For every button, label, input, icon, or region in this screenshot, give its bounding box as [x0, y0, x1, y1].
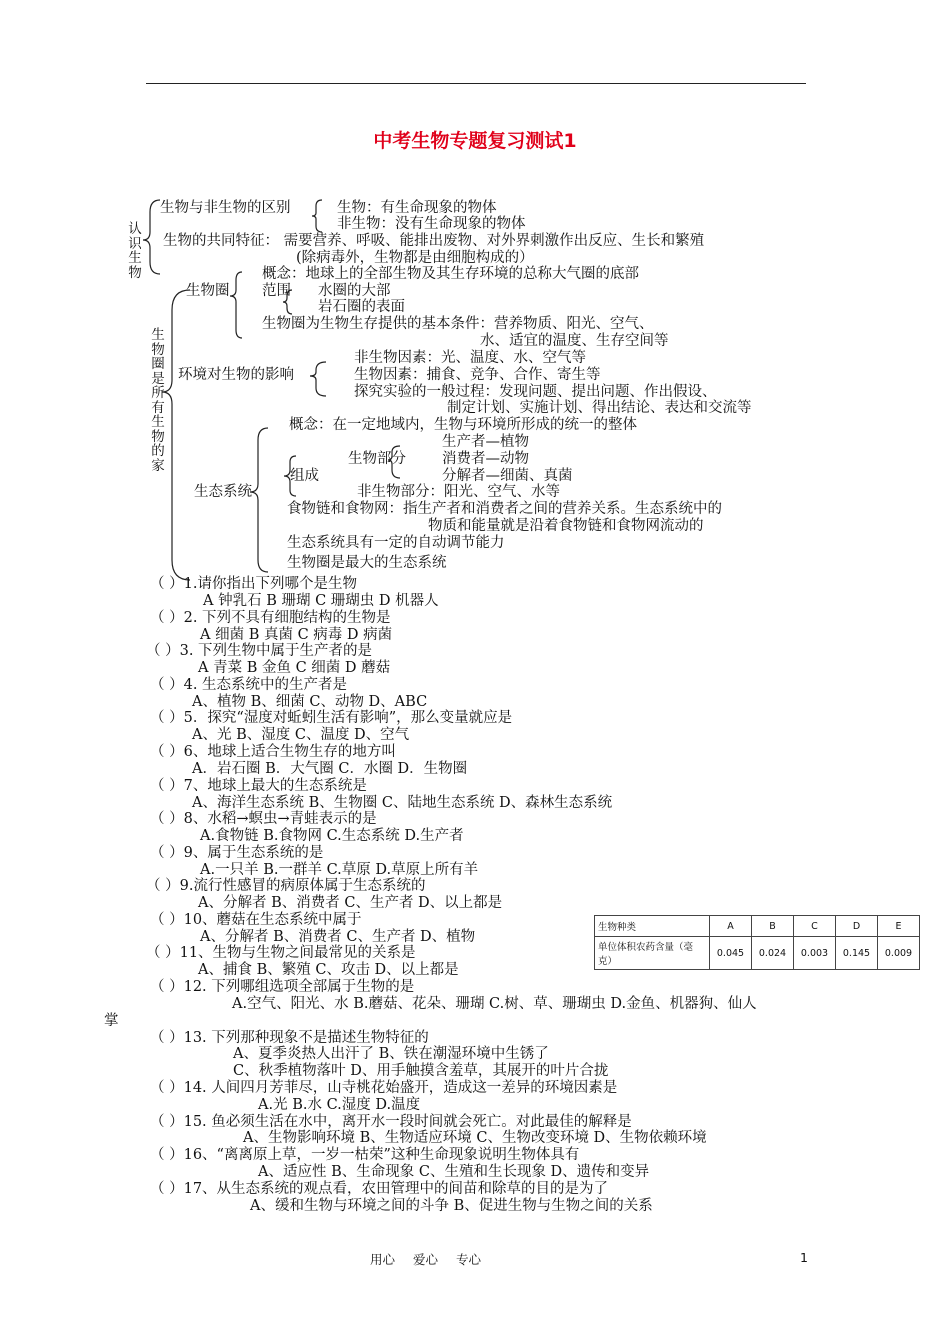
outline-line: 制定计划、实施计划、得出结论、表达和交流等 [447, 400, 752, 416]
question-stem: （ ）1.请你指出下列哪个是生物 [150, 576, 357, 592]
outline-line: 生态系统 [194, 484, 252, 500]
question-options: A、光 B、湿度 C、温度 D、空气 [192, 727, 410, 743]
question-options: A.食物链 B.食物网 C.生态系统 D.生产者 [200, 828, 464, 844]
table-header-row [595, 916, 920, 937]
question-options: A.一只羊 B.一群羊 C.草原 D.草原上所有羊 [200, 862, 479, 878]
question-stem: （ ）8、水稻→螟虫→青蛙表示的是 [150, 811, 377, 827]
question-options: A.空气、阳光、水 B.蘑菇、花朵、珊瑚 C.树、草、珊瑚虫 D.金鱼、机器狗、仙人 [232, 996, 757, 1012]
question-stem: （ ）4. 生态系统中的生产者是 [150, 677, 348, 693]
table-cell: 0.003 [794, 937, 836, 970]
question-stem: （ ）6、地球上适合生物生存的地方叫 [150, 744, 396, 760]
page-number: 1 [800, 1250, 808, 1265]
outline-line: 岩石圈的表面 [318, 299, 405, 315]
question-stem: （ ）17、从生态系统的观点看，农田管理中的间苗和除草的目的是为了 [150, 1181, 609, 1197]
question-options: A、植物 B、细菌 C、动物 D、ABC [192, 694, 428, 710]
question-options: A 青菜 B 金鱼 C 细菌 D 蘑菇 [198, 660, 391, 676]
table-header-cell: A [710, 916, 752, 937]
table-cell: 0.024 [752, 937, 794, 970]
table-cell: 0.045 [710, 937, 752, 970]
question-options: A、生物影响环境 B、生物适应环境 C、生物改变环境 D、生物依赖环境 [243, 1130, 707, 1146]
table-row-label: 单位体积农药含量（毫克） [595, 937, 710, 970]
outline-line: 生物：有生命现象的物体 [337, 200, 497, 216]
question-stem: （ ）5．探究“湿度对蚯蚓生活有影响”，那么变量就应是 [150, 710, 513, 726]
brace-biosphere-home [162, 290, 190, 580]
outline-line: 生物与非生物的区别 [160, 200, 291, 216]
outline-line: 分解者—细菌、真菌 [442, 468, 573, 484]
table-header-cell: D [836, 916, 878, 937]
page-title: 中考生物专题复习测试1 [373, 130, 577, 152]
outline-line: 概念：在一定地域内，生物与环境所形成的统一的整体 [289, 417, 637, 433]
outline-line: 生物圈是最大的生态系统 [287, 555, 447, 571]
table-cell: 0.145 [836, 937, 878, 970]
question-stem: （ ）15. 鱼必须生活在水中，离开水一段时间就会死亡。对此最佳的解释是 [150, 1114, 632, 1130]
outline-line: 探究实验的一般过程：发现问题、提出问题、作出假设、 [354, 384, 717, 400]
table-cell: 0.009 [878, 937, 920, 970]
outline-line: 生物的共同特征： 需要营养、呼吸、能排出废物、对外界刺激作出反应、生长和繁殖 [163, 233, 705, 249]
question-options: C、秋季植物落叶 D、用手触摸含羞草，其展开的叶片合拢 [233, 1063, 609, 1079]
question-stem: （ ）10、蘑菇在生态系统中属于 [150, 912, 362, 928]
question-options: A 细菌 B 真菌 C 病毒 D 病菌 [200, 627, 393, 643]
outline-line: 消费者—动物 [442, 451, 529, 467]
outline-line: 生产者—植物 [442, 434, 529, 450]
question-continuation: 掌 [104, 1013, 119, 1029]
outline-line: 范围 [262, 283, 291, 299]
question-stem: （ ）14. 人间四月芳菲尽，山寺桃花始盛开，造成这一差异的环境因素是 [150, 1080, 618, 1096]
brace-environment [310, 362, 326, 396]
outline-line: (除病毒外，生物都是由细胞构成的） [296, 250, 534, 266]
question-stem: （ ）16、“离离原上草，一岁一枯荣”这种生命现象说明生物体具有 [150, 1147, 580, 1163]
table-header-cell: 生物种类 [595, 916, 710, 937]
outline-line: 生物圈 [186, 283, 230, 299]
question-options: A、缓和生物与环境之间的斗争 B、促进生物与生物之间的关系 [250, 1198, 653, 1214]
outline-line: 食物链和食物网：指生产者和消费者之间的营养关系。生态系统中的 [287, 501, 722, 517]
outline-line: 生物部分 [348, 451, 406, 467]
brace-ecosystem [250, 428, 268, 572]
question-stem: （ ）7、地球上最大的生态系统是 [150, 778, 367, 794]
question-stem: （ ）9.流行性感冒的病原体属于生态系统的 [146, 878, 426, 894]
brace-recognize [143, 200, 160, 274]
question-options: A、捕食 B、繁殖 C、攻击 D、以上都是 [198, 962, 459, 978]
outline-line: 水圈的大部 [318, 283, 391, 299]
table-row [595, 937, 920, 970]
outline-line: 非生物部分：阳光、空气、水等 [357, 484, 560, 500]
brace-living-nonliving [312, 200, 322, 232]
question-stem: （ ）13. 下列那种现象不是描述生物特征的 [150, 1030, 429, 1046]
outline-line: 生物因素：捕食、竞争、合作、寄生等 [354, 367, 601, 383]
side-label-recognize: 认识生物 [128, 221, 142, 281]
outline-line: 非生物因素：光、温度、水、空气等 [354, 350, 586, 366]
table-header-cell: C [794, 916, 836, 937]
question-options: A.光 B.水 C.湿度 D.温度 [258, 1097, 421, 1113]
outline-line: 环境对生物的影响 [178, 367, 294, 383]
question-stem: （ ）3. 下列生物中属于生产者的是 [146, 643, 373, 659]
question-stem: （ ）9、属于生态系统的是 [150, 845, 324, 861]
question-options: A 钟乳石 B 珊瑚 C 珊瑚虫 D 机器人 [203, 593, 439, 609]
question-stem: （ ）11、生物与生物之间最常见的关系是 [146, 945, 416, 961]
question-options: A、海洋生态系统 B、生物圈 C、陆地生态系统 D、森林生态系统 [192, 795, 613, 811]
question-stem: （ ）2. 下列不具有细胞结构的生物是 [150, 610, 391, 626]
question-stem: （ ）12. 下列哪组选项全部属于生物的是 [150, 979, 415, 995]
outline-line: 生态系统具有一定的自动调节能力 [287, 535, 505, 551]
table-header-cell: B [752, 916, 794, 937]
outline-line: 水、适宜的温度、生存空间等 [480, 333, 669, 349]
outline-line: 物质和能量就是沿着食物链和食物网流动的 [428, 518, 704, 534]
outline-line: 概念：地球上的全部生物及其生存环境的总称大气圈的底部 [262, 266, 639, 282]
brace-biosphere [230, 272, 242, 338]
pesticide-table [594, 915, 920, 970]
question-options: A、分解者 B、消费者 C、生产者 D、植物 [200, 929, 476, 945]
table-header-cell: E [878, 916, 920, 937]
outline-line: 生物圈为生物生存提供的基本条件：营养物质、阳光、空气、 [262, 316, 654, 332]
outline-line: 非生物：没有生命现象的物体 [337, 216, 526, 232]
question-options: A、分解者 B、消费者 C、生产者 D、以上都是 [198, 895, 503, 911]
footer-motto: 用心 爱心 专心 [370, 1252, 481, 1267]
outline-line: 组成 [290, 468, 319, 484]
question-options: A、夏季炎热人出汗了 B、铁在潮湿环境中生锈了 [233, 1046, 549, 1062]
question-options: A、适应性 B、生命现象 C、生殖和生长现象 D、遗传和变异 [258, 1164, 650, 1180]
side-label-biosphere-home: 生物圈是所有生物的家 [151, 327, 165, 474]
question-options: A．岩石圈 B．大气圈 C．水圈 D．生物圈 [192, 761, 468, 777]
